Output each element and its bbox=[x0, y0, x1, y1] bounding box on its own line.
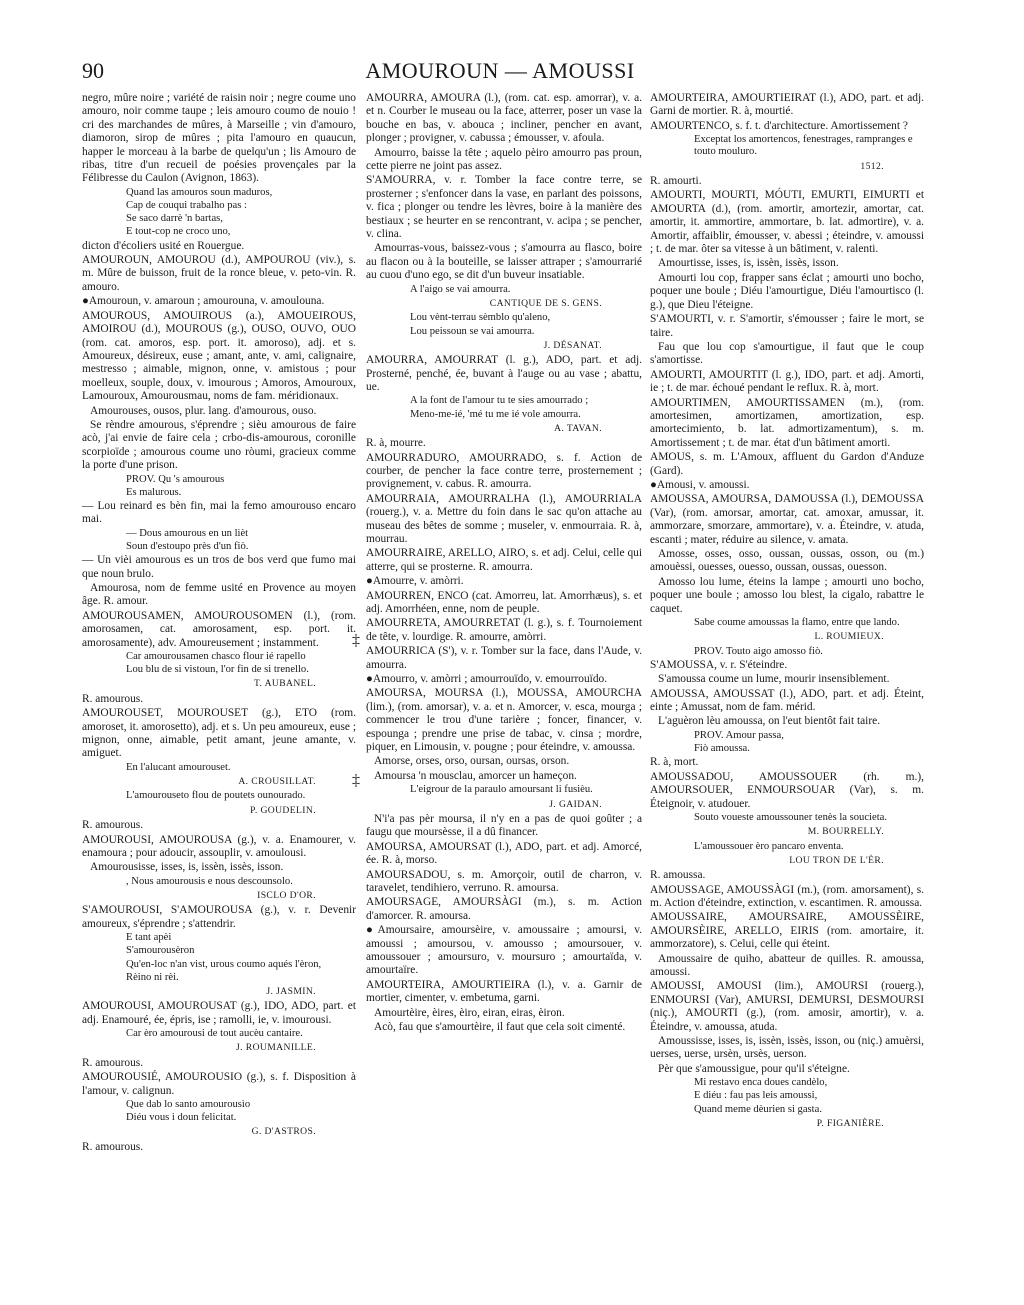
quote-line: Diéu vous i doun felicitat. bbox=[126, 1112, 237, 1124]
entry-paragraph: Amosse, osses, osso, oussan, oussas, osson, ou (m.) amouèssi, ouesses, ouesso, oussan, oussas, ouesson. bbox=[650, 548, 924, 574]
page-number: 90 bbox=[82, 58, 104, 83]
entry-paragraph: Amoussaire de quiho, abatteur de quilles. R. amoussa, amoussi. bbox=[650, 952, 924, 978]
entry-paragraph: Fau que lou cop s'amourtigue, il faut que le coup s'amortisse. bbox=[650, 340, 924, 367]
entry-paragraph: R. amourous. bbox=[82, 1056, 144, 1069]
quote-line: Sabe coume amoussas la flamo, entre que lando. bbox=[694, 617, 900, 629]
column-right bbox=[650, 92, 924, 1132]
entry-paragraph: Se rèndre amourous, s'éprendre ; sièu amourous de faire acò, j'ai envie de faire cela ; crbo-dis-amourous, coronille scorpioïde ; amourous coume uno ròumi, gracieux comme la porte d'une prison. bbox=[82, 418, 356, 472]
entry-paragraph: AMOURSAGE, AMOURSÀGI (m.), s. m. Action d'amorcer. R. amoursa. bbox=[366, 896, 642, 922]
quote-attribution: J. DÉSANAT. bbox=[543, 339, 602, 351]
quote-line: PROV. Amour passa, bbox=[694, 729, 784, 741]
entry-paragraph: R. à, mourre. bbox=[366, 437, 426, 450]
quote-line: Car amourousamen chasco flour ié rapello bbox=[126, 651, 306, 663]
entry-paragraph: Amosso lou lume, éteins la lampe ; amourti uno bocho, poquer une boule ; amosso lou blest, la cigalo, rabattre le caquet. bbox=[650, 575, 924, 615]
quote-line: Soun d'estoupo près d'un fiò. bbox=[126, 540, 249, 552]
quote-line: PROV. Qu 's amourous bbox=[126, 473, 225, 485]
entry-paragraph: — Un vièi amourous es un tros de bos verd que fumo mai que noun brulo. bbox=[82, 554, 356, 580]
quote-attribution: M. BOURRELLY. bbox=[807, 826, 884, 838]
quote-line: Es malurous. bbox=[126, 486, 182, 498]
entry-paragraph: AMOURRAIRE, ARELLO, AIRO, s. et adj. Celui, celle qui atterre, qui se prosterne. R. amourra. bbox=[366, 547, 642, 573]
entry-paragraph: negro, mûre noire ; variété de raisin noir ; negre coume uno amouro, noir comme taupe ; leis amouro coumo de nouio ! cri des marchandes de mûres, à Marseille ; vin d'amouro, diamoron, sirop de mûres ; pita l'amouro en quaucun, happer le morceau à la barbe de quelqu'un ; lis Amouro de ribas, titre d'un recueil de poésies provençales par la Félibresse du Caulon (Avignon, 1863). bbox=[82, 92, 356, 185]
entry-paragraph: AMOURSA, MOURSA (l.), MOUSSA, AMOURCHA (lim.), (rom. amorsar), v. a. et n. Amorcer, v. esca, mourga ; commencer le trou d'une tarière ; foncer, financer, v. espounga ; prendre une prise de tabac, v. cinsa ; mordre, piquer, en Limousin, v. pougne ; pour éteindre, v. amoussa. bbox=[366, 687, 642, 754]
entry-paragraph: R. à, mort. bbox=[650, 756, 699, 769]
entry-paragraph: AMOURTIMEN, AMOURTISSAMEN (m.), (rom. amortesimen, amortizamen, amortization, esp. amortecimiento, b. lat. admortizamentum), s. m. Amortissement ; t. de mar. état d'un bâtiment amorti. bbox=[650, 396, 924, 449]
entry-paragraph: AMOURTI, AMOURTIT (l. g.), IDO, part. et adj. Amorti, ie ; t. de mar. échoué pendant le reflux. R. à, mort. bbox=[650, 368, 924, 395]
entry-paragraph: Amourtisse, isses, is, issèn, issès, isson. bbox=[658, 257, 839, 270]
quote-line: Car èro amourousi de tout aucèu cantaire. bbox=[126, 1028, 303, 1040]
entry-paragraph: AMOURTEIRA, AMOURTIEIRAT (l.), ADO, part. et adj. Garni de mortier. R. à, mourtié. bbox=[650, 92, 924, 118]
quote-line: Quand las amouros soun maduros, bbox=[126, 186, 273, 198]
quote-line: Lou vènt-terrau sèmblo qu'aleno, bbox=[410, 312, 551, 324]
margin-mark: ‡ bbox=[352, 772, 360, 789]
entry-paragraph: S'AMOUSSA, v. r. S'éteindre. bbox=[650, 658, 788, 671]
entry-paragraph: AMOUSSA, AMOURSA, DAMOUSSA (l.), DEMOUSSA (Var), (rom. amorsar, amortar, cat. amoxar, amussar, it. ammorzare, smorzare, ammortare), v. a. Éteindre, v. atuda, escanti ; mater, réduire au silence, v. amata. bbox=[650, 493, 924, 546]
margin-mark: ‡ bbox=[352, 632, 360, 649]
quote-line: Souto voueste amoussouner tenès la soucieta. bbox=[694, 811, 887, 823]
entry-paragraph: AMOURSADOU, s. m. Amorçoir, outil de charron, v. taravelet, tendihiero, verruno. R. amoursa. bbox=[366, 868, 642, 894]
column-middle bbox=[366, 92, 642, 1035]
quote-attribution: A. CROUSILLAT. bbox=[238, 776, 316, 788]
quote-line: Que dab lo santo amourousìo bbox=[126, 1099, 251, 1110]
quote-line: E tout-cop ne croco uno, bbox=[126, 226, 231, 238]
entry-paragraph: Amourosa, nom de femme usité en Provence au moyen âge. R. amour. bbox=[82, 582, 356, 608]
entry-paragraph: AMOUSSI, AMOUSI (lim.), AMOURSI (rouerg.), ENMOURSI (Var), AMURSI, DEMURSI, DESMOURSI (niç.), AMOURTI (g.), (rom. amosir, amortir), v. a. Éteindre, v. amoussa, atuda. bbox=[650, 980, 924, 1033]
entry-paragraph: Amoursa 'n mousclau, amorcer un hameçon. bbox=[374, 769, 577, 782]
quote-line: L'amoussouer èro pancaro enventa. bbox=[694, 840, 844, 852]
quote-line: L'amourouseto flou de poutets ounourado. bbox=[126, 790, 306, 802]
quote-line: A l'aigo se vai amourra. bbox=[410, 283, 511, 295]
entry-paragraph: Amourro, baisse la tête ; aquelo pèiro amourro pas proun, cette pierre ne joint pas assez. bbox=[366, 146, 642, 173]
quote-line: Fiò amoussa. bbox=[694, 743, 750, 755]
entry-paragraph: Pèr que s'amoussigue, pour qu'il s'éteigne. bbox=[658, 1062, 850, 1075]
quote-line: , Nous amourousis e nous descounsolo. bbox=[126, 875, 293, 887]
column-left bbox=[82, 92, 356, 1155]
quote-attribution: T. AUBANEL. bbox=[253, 678, 316, 690]
quote-line: Cap de couqui trabalho pas : bbox=[126, 200, 247, 212]
quote-attribution: P. FIGANIÈRE. bbox=[816, 1117, 884, 1129]
entry-paragraph: R. amourous. bbox=[82, 692, 144, 705]
quote-attribution: A. TAVAN. bbox=[554, 422, 602, 434]
quote-attribution: LOU TRON DE L'ÈR. bbox=[789, 854, 884, 866]
entry-paragraph: AMOUROUSAMEN, AMOUROUSOMEN (l.), (rom. amorosamen, cat. amorosament, esp. port. it. amorosamente), adv. Amoureusement ; instamment. bbox=[82, 609, 356, 649]
quote-line: Meno-me-ié, 'mé tu me ié vole amourra. bbox=[410, 408, 581, 420]
quote-attribution: J. ROUMANILLE. bbox=[236, 1042, 316, 1054]
entry-paragraph: AMOURRICA (S'), v. r. Tomber sur la face, dans l'Aude, v. amourra. bbox=[366, 645, 642, 671]
entry-paragraph: Acò, fau que s'amourtèire, il faut que cela soit cimenté. bbox=[374, 1021, 626, 1033]
entry-paragraph: Amourtèire, èires, èiro, eiran, eiras, èiron. bbox=[374, 1006, 565, 1019]
quote-line: En l'alucant amourouset. bbox=[126, 761, 231, 773]
entry-paragraph: Amourousisse, isses, is, issèn, issès, isson. bbox=[90, 861, 284, 874]
entry-paragraph: AMOUROUS, AMOUIROUS (a.), AMOUEIROUS, AMOIROU (d.), MOUROUS (g.), OUSO, OUVO, OUO (rom. cat. amoros, esp. port. it. amoroso), adj. et s. Amoureux, désireux, euse ; amant, ante, v. ami, calignaire, mestresso ; aimable, mignon, onne, v. amistous ; pour moelleux, souple, doux, v. imourous ; Amoros, Amouroux, Lamouroux, Amourousmau, noms de fam. méridionaux. bbox=[82, 309, 356, 403]
entry-paragraph: R. amourous. bbox=[82, 1140, 144, 1153]
entry-paragraph: R. amourti. bbox=[650, 175, 702, 188]
entry-paragraph: AMOURSA, AMOURSAT (l.), ADO, part. et adj. Amorcé, ée. R. à, morso. bbox=[366, 840, 642, 867]
quote-attribution: CANTIQUE DE S. GENS. bbox=[489, 297, 602, 309]
entry-paragraph: L'aguèron lèu amoussa, on l'eut bientôt fait taire. bbox=[658, 715, 881, 728]
entry-paragraph: Amoussisse, isses, is, issèn, issès, isson, ou (niç.) amuèrsi, uerses, uerse, ursèn, ursès, uerson. bbox=[650, 1035, 924, 1061]
entry-paragraph: AMOUROUSET, MOUROUSET (g.), ETO (rom. amoroset, it. amorosetto), adj. et s. Un peu amoureux, euse ; mignon, onne, aimable, petit amant, jeune amante, v. amiguet. bbox=[82, 707, 356, 760]
quote-attribution: J. JASMIN. bbox=[266, 985, 316, 997]
entry-paragraph: R. amoussa. bbox=[650, 869, 706, 882]
quote-line: E tant apèi bbox=[126, 932, 172, 944]
entry-paragraph: AMOUSSADOU, AMOUSSOUER (rh. m.), AMOURSOUER, ENMOURSOUAR (Var), s. m. Éteignoir, v. atudouer. bbox=[650, 770, 924, 810]
quote-line: Se saco darrè 'n bartas, bbox=[126, 213, 223, 225]
quote-attribution: 1512. bbox=[860, 160, 884, 172]
entry-paragraph: AMOURREN, ENCO (cat. Amorreu, lat. Amorrhæus), s. et adj. Amorrhéen, enne, nom de peuple. bbox=[366, 589, 642, 616]
quote-line: Rèino ni rèi. bbox=[126, 971, 179, 983]
entry-paragraph: AMOURRADURO, AMOURRADO, s. f. Action de courber, de pencher la face contre terre, prosternement ; provignement, v. cabus. R. amourra. bbox=[366, 451, 642, 491]
quote-line: S'amourousèron bbox=[126, 945, 195, 957]
entry-paragraph: Amourras-vous, baissez-vous ; s'amourra au flasco, boire au flacon ou à la bouteille, se laisser attraper ; s'amourrarié au cuou d'uno ego, se dit d'un buveur insatiable. bbox=[366, 242, 642, 282]
entry-paragraph: AMOUS, s. m. L'Amoux, affluent du Gardon d'Anduze (Gard). bbox=[650, 451, 924, 477]
entry-paragraph: AMOURTI, MOURTI, MÓUTI, EMURTI, EIMURTI et AMOURTA (d.), (rom. amortir, amortezir, amortar, cat. amortir, it. ammortire, ammortare, b. lat. admortire), v. a. Amortir, affaiblir, émousser, v. abessi ; éteindre, v. amoussi ; t. de mar. ôter sa vitesse à un bâtiment, v. ralenti. bbox=[650, 189, 924, 256]
entry-paragraph: R. amourous. bbox=[82, 819, 144, 832]
entry-paragraph: AMOURRA, AMOURA (l.), (rom. cat. esp. amorrar), v. a. et n. Courber le museau ou la face, atterrer, poser un vase la bouche en bas, v. abouca ; incliner, pencher en avant, plonger ; provigner, v. cabussa ; émousser, v. afoula. bbox=[366, 92, 642, 145]
entry-paragraph: Amourouses, ousos, plur. lang. d'amourous, ouso. bbox=[90, 404, 317, 417]
entry-paragraph: AMOUROUSI, AMOUROUSA (g.), v. a. Enamourer, v. enamoura ; pour adoucir, assouplir, v. amoulousi. bbox=[82, 833, 356, 859]
quote-line: PROV. Touto aigo amosso fiò. bbox=[694, 645, 823, 657]
entry-paragraph: AMOURRA, AMOURRAT (l. g.), ADO, part. et adj. Prosterné, penché, ée, buvant à l'auge ou au vase ; abattu, ue. bbox=[366, 354, 642, 393]
quote-line: Exceptat los amortencos, fenestrages, rampranges e touto mouluro. bbox=[694, 134, 913, 158]
entry-paragraph: S'AMOURRA, v. r. Tomber la face contre terre, se prosterner ; s'enfoncer dans la vase, en parlant des poissons, v. fica ; plonger ou tendre les lèvres, boire à la manière des bestiaux ; se heurter en se rencontrant, v. acipa ; se pencher, v. clina. bbox=[366, 174, 642, 241]
running-title: AMOUROUN — AMOUSSI bbox=[365, 58, 635, 83]
entry-paragraph: AMOURRAIA, AMOURRALHA (l.), AMOURRIALA (rouerg.), v. a. Mettre du foin dans le sac qu'on attache au museau des bêtes de somme ; museler, v. enmourraia. R. à, mourrau. bbox=[366, 492, 642, 545]
page-header bbox=[82, 58, 918, 88]
entry-paragraph: AMOURRETA, AMOURRETAT (l. g.), s. f. Tournoiement de tête, v. lourdige. R. amourre, amòrri. bbox=[366, 617, 642, 643]
quote-line: — Dous amourous en un lièt bbox=[126, 527, 249, 539]
quote-attribution: G. D'ASTROS. bbox=[251, 1126, 316, 1138]
entry-paragraph: ●Amoursaire, amoursèire, v. amoussaire ; amoursi, v. amoussi ; amoursou, v. amousso ; amoursouer, v. amoussouer ; amoursuro, v. moursuro ; amourtaïda, v. amourtaïre. bbox=[366, 924, 642, 977]
quote-line: Lou blu de si vistoun, l'or fin de si trenello. bbox=[126, 664, 309, 676]
entry-paragraph: AMOUROUSI, AMOUROUSAT (g.), IDO, ADO, part. et adj. Enamouré, ée, épris, ise ; ramolli, ie, v. imourousi. bbox=[82, 1000, 356, 1026]
entry-paragraph: S'AMOURTI, v. r. S'amortir, s'émousser ; faire le mort, se taire. bbox=[650, 313, 924, 339]
quote-line: E diéu : fau pas leis amoussi, bbox=[694, 1090, 818, 1102]
entry-paragraph: AMOURTENCO, s. f. t. d'architecture. Amortissement ? bbox=[650, 119, 908, 132]
entry-paragraph: — Lou reinard es bèn fin, mai la femo amourouso encaro mai. bbox=[82, 499, 356, 526]
quote-attribution: ISCLO D'OR. bbox=[257, 889, 316, 901]
entry-paragraph: AMOUSSAGE, AMOUSSÀGI (m.), (rom. amorsament), s. m. Action d'éteindre, extinction, v. escantimen. R. amoussa. bbox=[650, 883, 924, 909]
entry-paragraph: ●Amousi, v. amoussi. bbox=[650, 478, 750, 491]
quote-attribution: L. ROUMIEUX. bbox=[814, 631, 884, 643]
entry-paragraph: ●Amouroun, v. amaroun ; amourouna, v. amoulouna. bbox=[82, 295, 325, 308]
entry-paragraph: S'amoussa coume un lume, mourir insensiblement. bbox=[658, 673, 890, 686]
entry-paragraph: dicton d'écoliers usité en Rouergue. bbox=[82, 239, 245, 252]
entry-paragraph: AMOURTEIRA, AMOURTIEIRA (l.), v. a. Garnir de mortier, cimenter, v. embetuma, garni. bbox=[366, 978, 642, 1005]
entry-paragraph: AMOUSSAIRE, AMOURSAIRE, AMOUSSÈIRE, AMOURSÈIRE, ARELLO, EIRIS (rom. amortaire, it. ammorzatore), s. Celui, celle qui éteint. bbox=[650, 911, 924, 951]
quote-line: Quand meme dèurien si gasta. bbox=[694, 1103, 822, 1115]
entry-paragraph: N'i'a pas pèr moursa, il n'y en a pas de quoi goûter ; a faugu que moursèsse, il a dû financer. bbox=[366, 812, 642, 839]
entry-paragraph: S'AMOUROUSI, S'AMOUROUSA (g.), v. r. Devenir amoureux, s'éprendre ; s'attendrir. bbox=[82, 904, 356, 930]
entry-paragraph: AMOUROUN, AMOUROU (d.), AMPOUROU (viv.), s. m. Mûre de buisson, fruit de la ronce bleue, v. peto-vin. R. amouro. bbox=[82, 254, 356, 293]
entry-paragraph: AMOUSSA, AMOUSSAT (l.), ADO, part. et adj. Éteint, einte ; Amussat, nom de fam. mérid. bbox=[650, 687, 924, 714]
quote-line: Mi restavo enca doues candèlo, bbox=[694, 1077, 828, 1089]
quote-attribution: P. GOUDELIN. bbox=[250, 804, 316, 816]
entry-paragraph: ●Amourre, v. amòrri. bbox=[366, 575, 464, 588]
quote-attribution: J. GAIDAN. bbox=[549, 798, 602, 810]
quote-line: Lou peissoun se vai amourra. bbox=[410, 325, 535, 337]
entry-paragraph: ●Amourro, v. amòrri ; amourrouïdo, v. emourrouïdo. bbox=[366, 673, 608, 686]
entry-paragraph: Amorse, orses, orso, oursan, oursas, orson. bbox=[374, 755, 570, 768]
quote-line: A la font de l'amour tu te sies amourrado ; bbox=[410, 395, 589, 407]
quote-line: Qu'en-loc n'an vist, urous coumo aqués l'èron, bbox=[126, 958, 322, 970]
quote-line: L'eigrour de la paraulo amoursant li fusièu. bbox=[410, 784, 593, 796]
entry-paragraph: Amourti lou cop, frapper sans éclat ; amourti uno bocho, poquer une boule ; Diéu l'amourtigue, Diéu l'amourtisco (l. g.), que Dieu l'éteigne. bbox=[650, 271, 924, 311]
entry-paragraph: AMOUROUSIÉ, AMOUROUSIO (g.), s. f. Disposition à l'amour, v. calignun. bbox=[82, 1071, 356, 1097]
